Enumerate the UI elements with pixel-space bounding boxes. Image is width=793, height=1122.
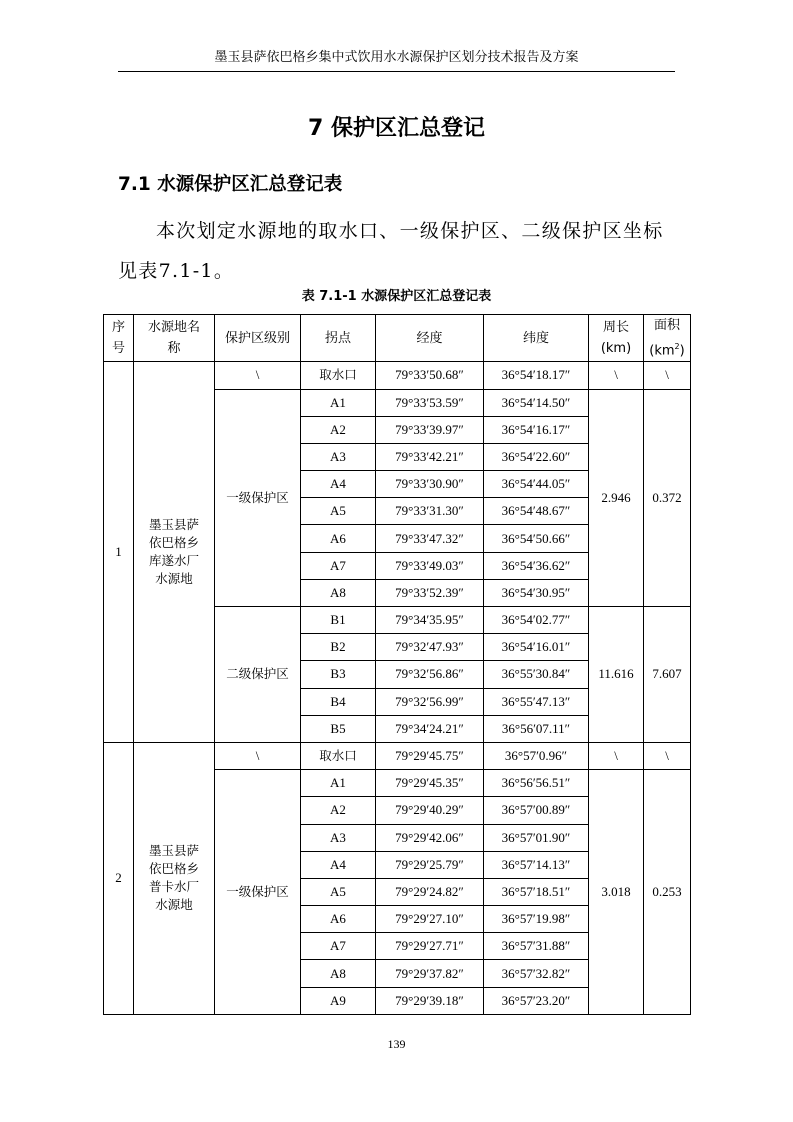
table-caption: 表 7.1-1 水源保护区汇总登记表 (301, 289, 492, 304)
longitude-cell: 79°33′50.68″ (376, 362, 484, 389)
latitude-cell: 36°54′16.17″ (484, 416, 589, 443)
point-cell: A6 (301, 525, 376, 552)
latitude-cell: 36°57′32.82″ (484, 960, 589, 987)
latitude-cell: 36°55′30.84″ (484, 661, 589, 688)
zone-level-cell: \ (215, 742, 301, 769)
longitude-cell: 79°33′30.90″ (376, 471, 484, 498)
site-seq-cell: 2 (104, 742, 134, 1014)
running-header: 墨玉县萨依巴格乡集中式饮用水水源保护区划分技术报告及方案 (214, 50, 579, 65)
latitude-cell: 36°57′19.98″ (484, 906, 589, 933)
area-cell: 7.607 (644, 607, 691, 743)
intro-paragraph: 本次划定水源地的取水口、一级保护区、二级保护区坐标见表7.1-1。 (118, 220, 664, 282)
latitude-cell: 36°54′22.60″ (484, 443, 589, 470)
latitude-cell: 36°54′14.50″ (484, 389, 589, 416)
point-cell: A4 (301, 851, 376, 878)
header-zone-level: 保护区级别 (215, 315, 301, 362)
longitude-cell: 79°29′42.06″ (376, 824, 484, 851)
longitude-cell: 79°33′39.97″ (376, 416, 484, 443)
point-cell: A4 (301, 471, 376, 498)
latitude-cell: 36°57′00.89″ (484, 797, 589, 824)
registry-table (103, 314, 691, 1015)
site-name-line: 墨玉县萨 (148, 517, 199, 533)
point-cell: A8 (301, 960, 376, 987)
longitude-cell: 79°32′56.86″ (376, 661, 484, 688)
latitude-cell: 36°54′30.95″ (484, 579, 589, 606)
latitude-cell: 36°57′23.20″ (484, 987, 589, 1014)
site-name-line: 墨玉县萨 (148, 843, 199, 859)
point-cell: A7 (301, 933, 376, 960)
area-cell: \ (644, 742, 691, 769)
point-cell: B2 (301, 634, 376, 661)
site-name-line: 水源地 (155, 571, 193, 587)
point-cell: A6 (301, 906, 376, 933)
longitude-cell: 79°32′47.93″ (376, 634, 484, 661)
point-cell: A3 (301, 824, 376, 851)
latitude-cell: 36°57′0.96″ (484, 742, 589, 769)
header-seq: 序 号 (104, 315, 134, 362)
latitude-cell: 36°54′48.67″ (484, 498, 589, 525)
point-cell: B5 (301, 715, 376, 742)
point-cell: A3 (301, 443, 376, 470)
point-cell: A1 (301, 389, 376, 416)
latitude-cell: 36°55′47.13″ (484, 688, 589, 715)
point-cell: B1 (301, 607, 376, 634)
longitude-cell: 79°34′35.95″ (376, 607, 484, 634)
latitude-cell: 36°57′01.90″ (484, 824, 589, 851)
point-cell: 取水口 (301, 742, 376, 769)
site-name-line: 依巴格乡 (148, 535, 199, 551)
zone-level-cell: 一级保护区 (215, 389, 301, 607)
latitude-cell: 36°54′02.77″ (484, 607, 589, 634)
header-perimeter: 周长 (km) (589, 315, 644, 362)
longitude-cell: 79°29′27.10″ (376, 906, 484, 933)
longitude-cell: 79°29′25.79″ (376, 851, 484, 878)
header-latitude: 纬度 (484, 315, 589, 362)
site-name-line: 普卡水厂 (148, 879, 199, 895)
site-name-line: 依巴格乡 (148, 861, 199, 877)
area-cell: 0.253 (644, 770, 691, 1015)
latitude-cell: 36°54′16.01″ (484, 634, 589, 661)
site-seq-cell: 1 (104, 362, 134, 743)
point-cell: A2 (301, 797, 376, 824)
latitude-cell: 36°57′14.13″ (484, 851, 589, 878)
longitude-cell: 79°29′27.71″ (376, 933, 484, 960)
table-header-row (104, 315, 691, 362)
longitude-cell: 79°34′24.21″ (376, 715, 484, 742)
point-cell: B4 (301, 688, 376, 715)
longitude-cell: 79°29′45.35″ (376, 770, 484, 797)
header-site-name: 水源地名 称 (134, 315, 215, 362)
perimeter-cell: \ (589, 742, 644, 769)
longitude-cell: 79°29′39.18″ (376, 987, 484, 1014)
table-row (104, 742, 691, 769)
longitude-cell: 79°33′42.21″ (376, 443, 484, 470)
point-cell: A1 (301, 770, 376, 797)
latitude-cell: 36°54′50.66″ (484, 525, 589, 552)
site-name-cell (134, 742, 215, 1014)
header-point: 拐点 (301, 315, 376, 362)
longitude-cell: 79°33′31.30″ (376, 498, 484, 525)
latitude-cell: 36°54′18.17″ (484, 362, 589, 389)
longitude-cell: 79°29′40.29″ (376, 797, 484, 824)
chapter-title: 7 保护区汇总登记 (308, 116, 485, 141)
point-cell: A7 (301, 552, 376, 579)
longitude-cell: 79°29′37.82″ (376, 960, 484, 987)
longitude-cell: 79°32′56.99″ (376, 688, 484, 715)
longitude-cell: 79°33′52.39″ (376, 579, 484, 606)
point-cell: A8 (301, 579, 376, 606)
header-longitude: 经度 (376, 315, 484, 362)
perimeter-cell: 3.018 (589, 770, 644, 1015)
point-cell: 取水口 (301, 362, 376, 389)
point-cell: A9 (301, 987, 376, 1014)
area-cell: 0.372 (644, 389, 691, 607)
latitude-cell: 36°56′56.51″ (484, 770, 589, 797)
zone-level-cell: 一级保护区 (215, 770, 301, 1015)
site-name-line: 水源地 (155, 897, 193, 913)
latitude-cell: 36°57′18.51″ (484, 878, 589, 905)
perimeter-cell: 11.616 (589, 607, 644, 743)
point-cell: A2 (301, 416, 376, 443)
point-cell: A5 (301, 498, 376, 525)
point-cell: B3 (301, 661, 376, 688)
section-title: 7.1 水源保护区汇总登记表 (118, 174, 343, 195)
latitude-cell: 36°57′31.88″ (484, 933, 589, 960)
table-row (104, 362, 691, 389)
longitude-cell: 79°33′47.32″ (376, 525, 484, 552)
zone-level-cell: 二级保护区 (215, 607, 301, 743)
header-rule (118, 71, 675, 72)
perimeter-cell: 2.946 (589, 389, 644, 607)
site-name-line: 库遂水厂 (148, 553, 199, 569)
area-cell: \ (644, 362, 691, 389)
longitude-cell: 79°29′24.82″ (376, 878, 484, 905)
zone-level-cell: \ (215, 362, 301, 389)
table-body (104, 362, 691, 1015)
page-number: 139 (387, 1037, 406, 1051)
longitude-cell: 79°33′53.59″ (376, 389, 484, 416)
latitude-cell: 36°56′07.11″ (484, 715, 589, 742)
header-area: 面积 $(km^2)$ (644, 315, 691, 362)
longitude-cell: 79°33′49.03″ (376, 552, 484, 579)
latitude-cell: 36°54′44.05″ (484, 471, 589, 498)
longitude-cell: 79°29′45.75″ (376, 742, 484, 769)
site-name-cell (134, 362, 215, 743)
point-cell: A5 (301, 878, 376, 905)
latitude-cell: 36°54′36.62″ (484, 552, 589, 579)
perimeter-cell: \ (589, 362, 644, 389)
